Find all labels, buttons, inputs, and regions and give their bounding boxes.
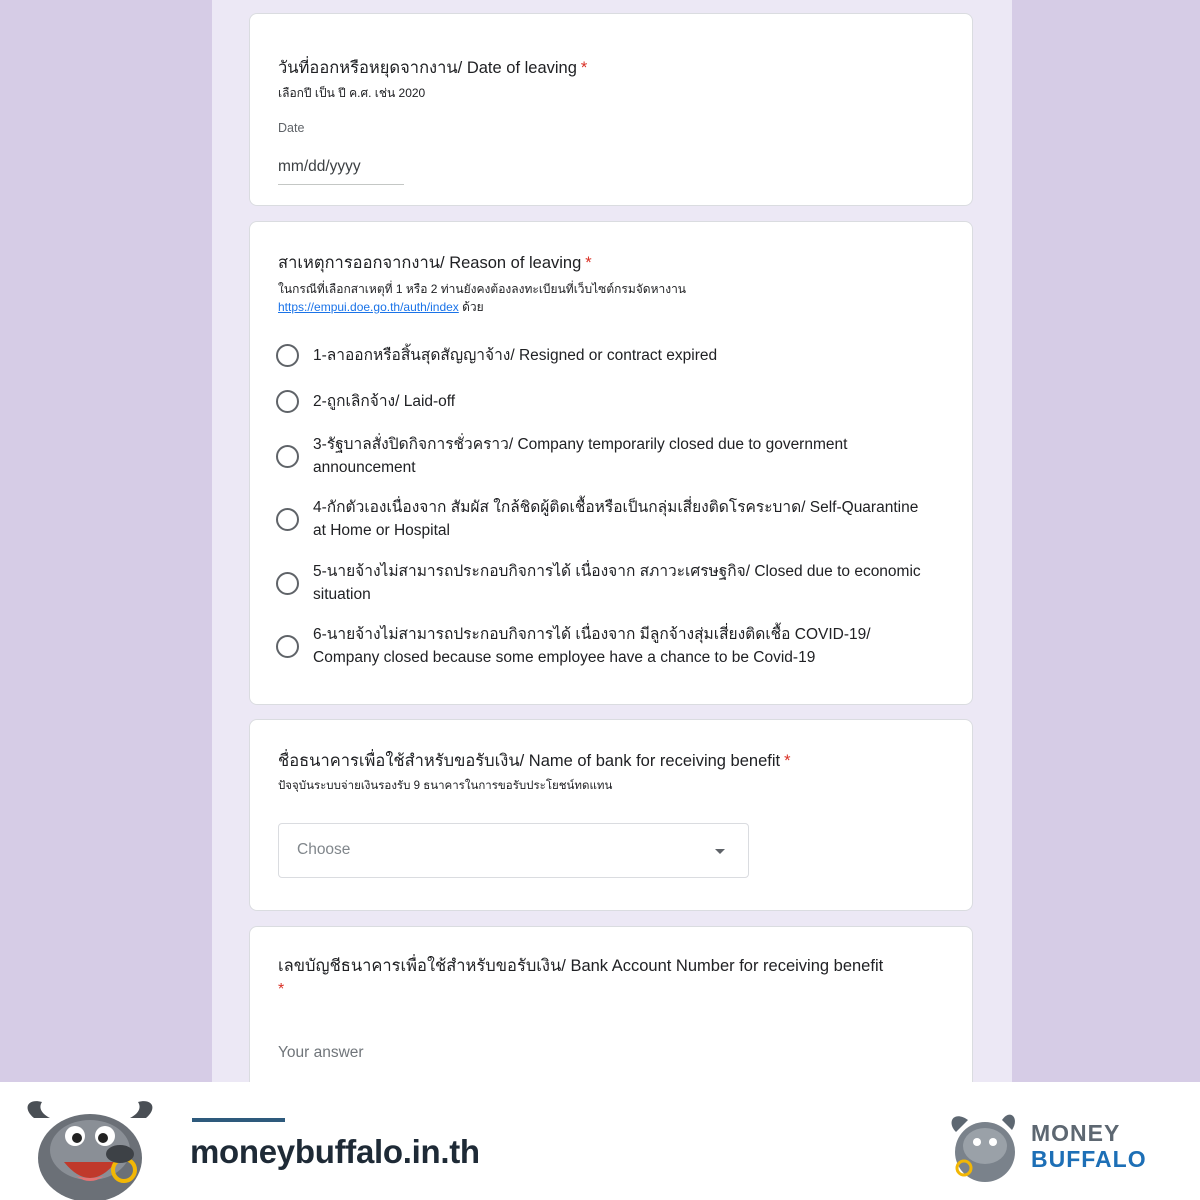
date-question-card (249, 13, 973, 206)
chevron-down-icon (715, 849, 725, 854)
brand-wordmark (1031, 1120, 1147, 1172)
date-input[interactable]: mm/dd/yyyy (278, 155, 404, 185)
reason-option-label: 2-ถูกเลิกจ้าง/ Laid-off (313, 393, 456, 410)
reason-question-description: ในกรณีที่เลือกสาเหตุที่ 1 หรือ 2 ท่านยังคงต้องลงทะเบียนที่เว็บไซต์กรมจัดหางาน (278, 282, 687, 296)
brand-line-1: MONEY (1031, 1120, 1121, 1146)
account-question-title: เลขบัญชีธนาคารเพื่อใช้สำหรับขอรับเงิน/ Bank Account Number for receiving benefit (278, 957, 884, 975)
money-buffalo-logo-icon (940, 1102, 1030, 1192)
radio-button[interactable] (276, 572, 299, 595)
required-mark: * (278, 981, 285, 998)
reason-question-link-line (278, 298, 484, 316)
bank-question-description: ปัจจุบันระบบจ่ายเงินรองรับ 9 ธนาคารในการขอรับประโยชน์ทดแทน (278, 780, 613, 792)
reason-option-label: 6-นายจ้างไม่สามารถประกอบกิจการได้ เนื่องจาก มีลูกจ้างสุ่มเสี่ยงติดเชื้อ COVID-19/ Company closed because some employee have a chance to be Covid-19 (313, 626, 871, 666)
reason-option-label: 1-ลาออกหรือสิ้นสุดสัญญาจ้าง/ Resigned or contract expired (313, 347, 718, 364)
bank-question-card (249, 719, 973, 911)
radio-button[interactable] (276, 635, 299, 658)
date-question-title: วันที่ออกหรือหยุดจากงาน/ Date of leaving * (278, 59, 588, 77)
radio-button[interactable] (276, 344, 299, 367)
reason-option-6[interactable] (276, 623, 936, 669)
reason-option-label: 5-นายจ้างไม่สามารถประกอบกิจการได้ เนื่องจาก สภาวะเศรษฐกิจ/ Closed due to economic situation (313, 563, 921, 603)
reason-option-4[interactable] (276, 496, 936, 542)
brand-line-2: BUFFALO (1031, 1146, 1147, 1172)
date-question-description: เลือกปี เป็น ปี ค.ศ. เช่น 2020 (278, 86, 426, 100)
bank-select[interactable] (278, 823, 749, 878)
footer-banner (0, 1082, 1200, 1200)
date-field-label: Date (278, 121, 305, 135)
reason-option-5[interactable] (276, 560, 936, 606)
reason-question-title: สาเหตุการออกจากงาน/ Reason of leaving * (278, 254, 592, 272)
bank-question-title: ชื่อธนาคารเพื่อใช้สำหรับขอรับเงิน/ Name of bank for receiving benefit * (278, 752, 791, 770)
bank-select-value: Choose (297, 841, 351, 858)
account-number-input[interactable]: Your answer (278, 1044, 364, 1061)
reason-option-3[interactable] (276, 433, 936, 479)
required-mark: * (585, 254, 592, 272)
empui-link[interactable]: https://empui.doe.go.th/auth/index (278, 300, 459, 314)
reason-option-2[interactable] (276, 390, 936, 413)
reason-question-card (249, 221, 973, 705)
radio-button[interactable] (276, 390, 299, 413)
reason-option-label: 3-รัฐบาลสั่งปิดกิจการชั่วคราว/ Company temporarily closed due to government announcement (313, 436, 848, 476)
account-question-card (249, 926, 973, 1106)
site-url: moneybuffalo.in.th (190, 1133, 480, 1170)
buffalo-mascot-icon (20, 1096, 160, 1200)
link-suffix: ด้วย (462, 300, 484, 314)
required-mark: * (580, 59, 588, 77)
required-mark: * (784, 752, 791, 770)
reason-option-1[interactable] (276, 344, 936, 367)
radio-button[interactable] (276, 445, 299, 468)
radio-button[interactable] (276, 508, 299, 531)
footer-accent-line (192, 1118, 285, 1122)
reason-option-label: 4-กักตัวเองเนื่องจาก สัมผัส ใกล้ชิดผู้ติดเชื้อหรือเป็นกลุ่มเสี่ยงติดโรคระบาด/ Self-Quarantine at Home or Hospital (313, 499, 919, 539)
